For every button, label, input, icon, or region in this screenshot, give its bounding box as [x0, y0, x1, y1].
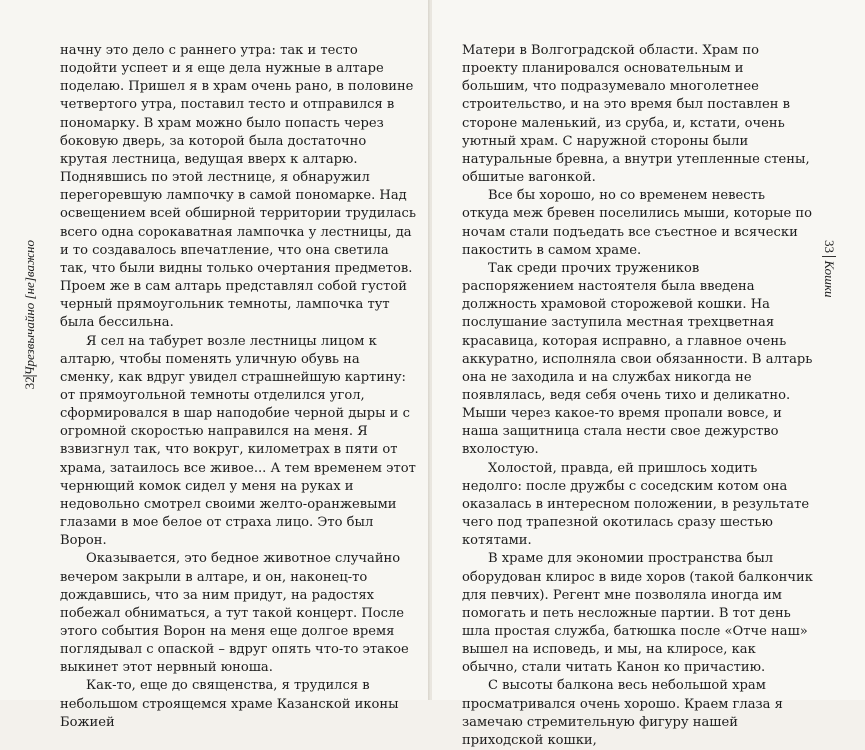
left-paragraph: начну это дело с раннего утра: так и тесто подойти успеет и я еще дела нужные в алтаре поделаю. Пришел я в храм очень рано, в половине четвертого утра, поставил тесто и отправился в пономарку. В храм можно было попасть через боковую дверь, за которой была достаточно крутая лестница, ведущая вверх к алтарю. Поднявшись по этой лестнице, я обнаружил перегоревшую лампочку в самой пономарке. Над освещением всей обширной территории трудилась всего одна сорокаватная лампочка у лестницы, да и то создавалось впечатление, что она светила так, что были видны только очертания предметов. Проем же в сам алтарь представлял собой густой черный прямоугольник темноты, лампочка тут была бессильна. — [60, 43, 417, 331]
right-paragraph: С высоты балкона весь небольшой храм просматривался очень хорошо. Краем глаза я замечаю стремительную фигуру нашей приходской кошки, — [462, 678, 783, 748]
right-paragraph: Так среди прочих тружеников распоряжением настоятеля была введена должность храмовой сторожевой кошки. На послушание заступила местная трехцветная красавица, которая исправно, а главное очень аккуратно, исполняла свои обязанности. В алтарь она не заходила и на службах никогда не появлялась, ведя себя очень тихо и деликатно. Мыши через какое-то время пропали вовсе, и наша защитница стала нести свое дежурство вхолостую. — [462, 260, 813, 458]
left-running-header — [18, 240, 42, 389]
right-running-header — [817, 240, 841, 298]
left-page-text — [60, 42, 416, 732]
right-paragraph: В храме для экономии пространства был оборудован клирос в виде хоров (такой балкончик для певчих). Регент мне позволяла иногда им помогать и петь несложные партии. В тот день шла простая служба, батюшка после «Отче наш» вышел на исповедь, и мы, на клиросе, как обычно, стали читать Канон ко причастию. — [462, 551, 813, 676]
left-paragraph: Оказывается, это бедное животное случайно вечером закрыли в алтаре, и он, наконец-то дождавшись, что за ним придут, на радостях побежал обниматься, а тут такой концерт. После этого события Ворон на меня еще долгое время поглядывал с опаской – вдруг опять что-то этакое выкинет этот нервный юноша. — [60, 551, 409, 676]
left-paragraph: Я сел на табурет возле лестницы лицом к алтарю, чтобы поменять уличную обувь на сменку, как вдруг увидел страшнейшую картину: от прямоугольной темноты отделился угол, сформировался в шар наподобие черной дыры и с огромной скоростью направился на меня. Я взвизгнул так, что вокруг, километрах в пяти от храма, затаилось все живое... А тем временем этот чернющий комок сидел у меня на руках и недовольно смотрел своими желто-оранжевыми глазами в мое белое от страха лицо. Это был Ворон. — [60, 333, 416, 549]
right-running-title: Кошки — [822, 260, 837, 298]
right-paragraph: Холостой, правда, ей пришлось ходить недолго: после дружбы с соседским котом она оказалась в интересном положении, в результате чего под трапезной окотилась сразу шестью котятами. — [462, 460, 810, 549]
right-header-separator — [822, 256, 836, 257]
left-running-title: Чрезвычайно [не]важно — [22, 240, 37, 376]
left-header-separator — [23, 375, 37, 376]
left-page-number: 32 — [22, 376, 37, 390]
right-page — [432, 0, 865, 748]
left-paragraph: Как-то, еще до священства, я трудился в небольшом строящемся храме Казанской иконы Божией — [60, 678, 399, 730]
left-page — [0, 0, 430, 730]
right-paragraph: Все бы хорошо, но со временем невесть откуда меж бревен поселились мыши, которые по ночам стали подъедать все съестное и всячески пакостить в самом храме. — [462, 188, 812, 258]
right-paragraph: Матери в Волгоградской области. Храм по проекту планировался основательным и большим, что подразумевало многолетнее строительство, и на это время был поставлен в стороне маленький, из сруба, и, кстати, очень уютный храм. С наружной стороны были натуральные бревна, а внутри утепленные стены, обшитые вагонкой. — [462, 43, 810, 186]
right-page-number: 33 — [822, 240, 837, 253]
right-page-text — [462, 42, 814, 750]
